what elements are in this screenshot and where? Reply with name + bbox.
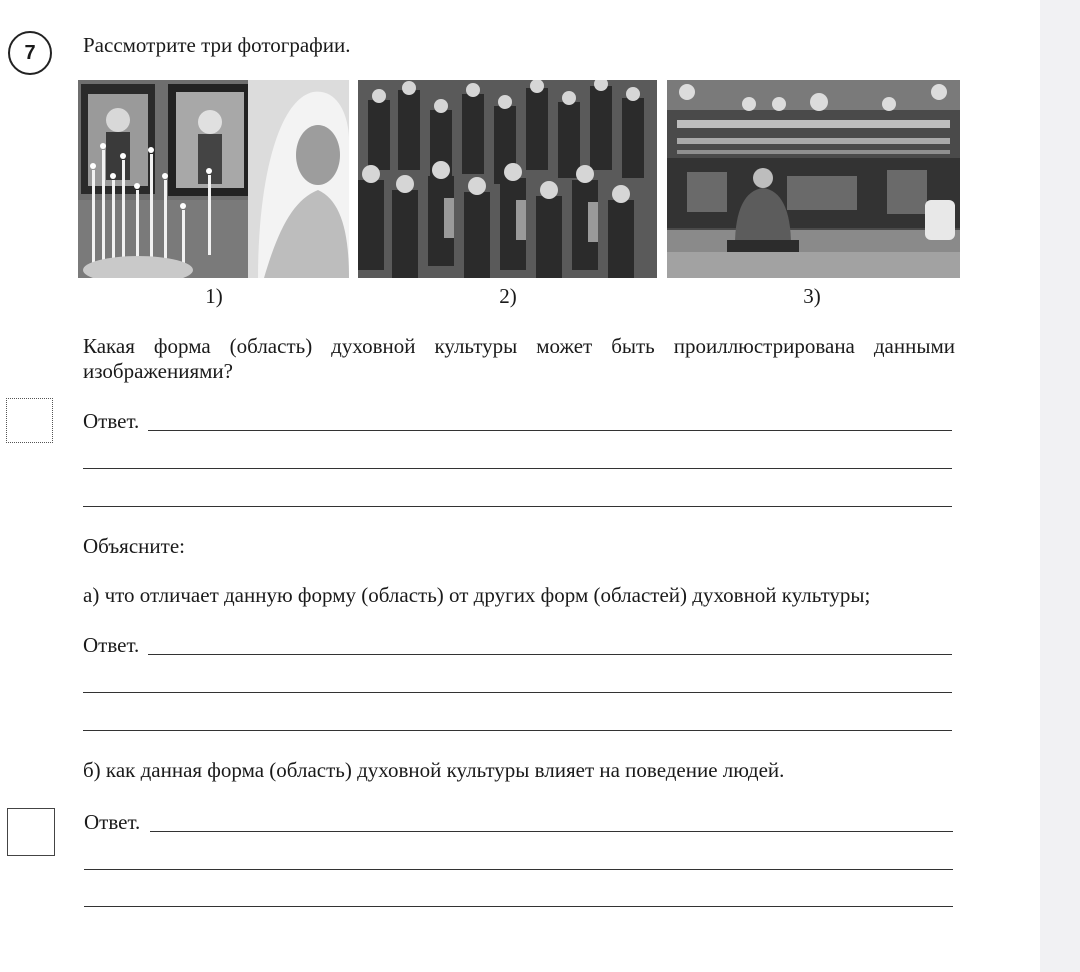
buddhist-monk-temple-photo: [667, 80, 960, 278]
orthodox-church-candles-photo: [78, 80, 349, 278]
answer-box-2[interactable]: [7, 808, 55, 856]
answer-line[interactable]: [148, 430, 952, 431]
answer-line[interactable]: [83, 730, 952, 731]
answer-line[interactable]: [150, 831, 953, 832]
question-prompt: Рассмотрите три фотографии.: [83, 33, 351, 57]
caption-3: 3): [803, 284, 821, 308]
photo-2: [358, 80, 657, 278]
caption-2: 2): [499, 284, 517, 308]
sub-question-a: а) что отличает данную форму (область) от других форм (областей) духовной культуры;: [83, 583, 871, 607]
page-margin-strip: [1040, 0, 1080, 972]
photo-3: [667, 80, 960, 278]
answer-line[interactable]: [83, 506, 952, 507]
photo-1: [78, 80, 349, 278]
caption-1: 1): [205, 284, 223, 308]
answer-line[interactable]: [84, 906, 953, 907]
answer-label-1: Ответ.: [83, 409, 140, 433]
question-number: 7: [8, 31, 52, 75]
answer-box-1[interactable]: [6, 398, 53, 443]
main-question: Какая форма (область) духовной культуры может быть проиллюстрирована данными изображениями?: [83, 334, 955, 383]
explain-label: Объясните:: [83, 534, 185, 558]
answer-label-2: Ответ.: [83, 633, 140, 657]
answer-line[interactable]: [83, 692, 952, 693]
answer-line[interactable]: [83, 468, 952, 469]
muslim-prayer-photo: [358, 80, 657, 278]
answer-label-3: Ответ.: [84, 810, 141, 834]
answer-line[interactable]: [84, 869, 953, 870]
answer-line[interactable]: [148, 654, 952, 655]
sub-question-b: б) как данная форма (область) духовной культуры влияет на поведение людей.: [83, 758, 785, 782]
